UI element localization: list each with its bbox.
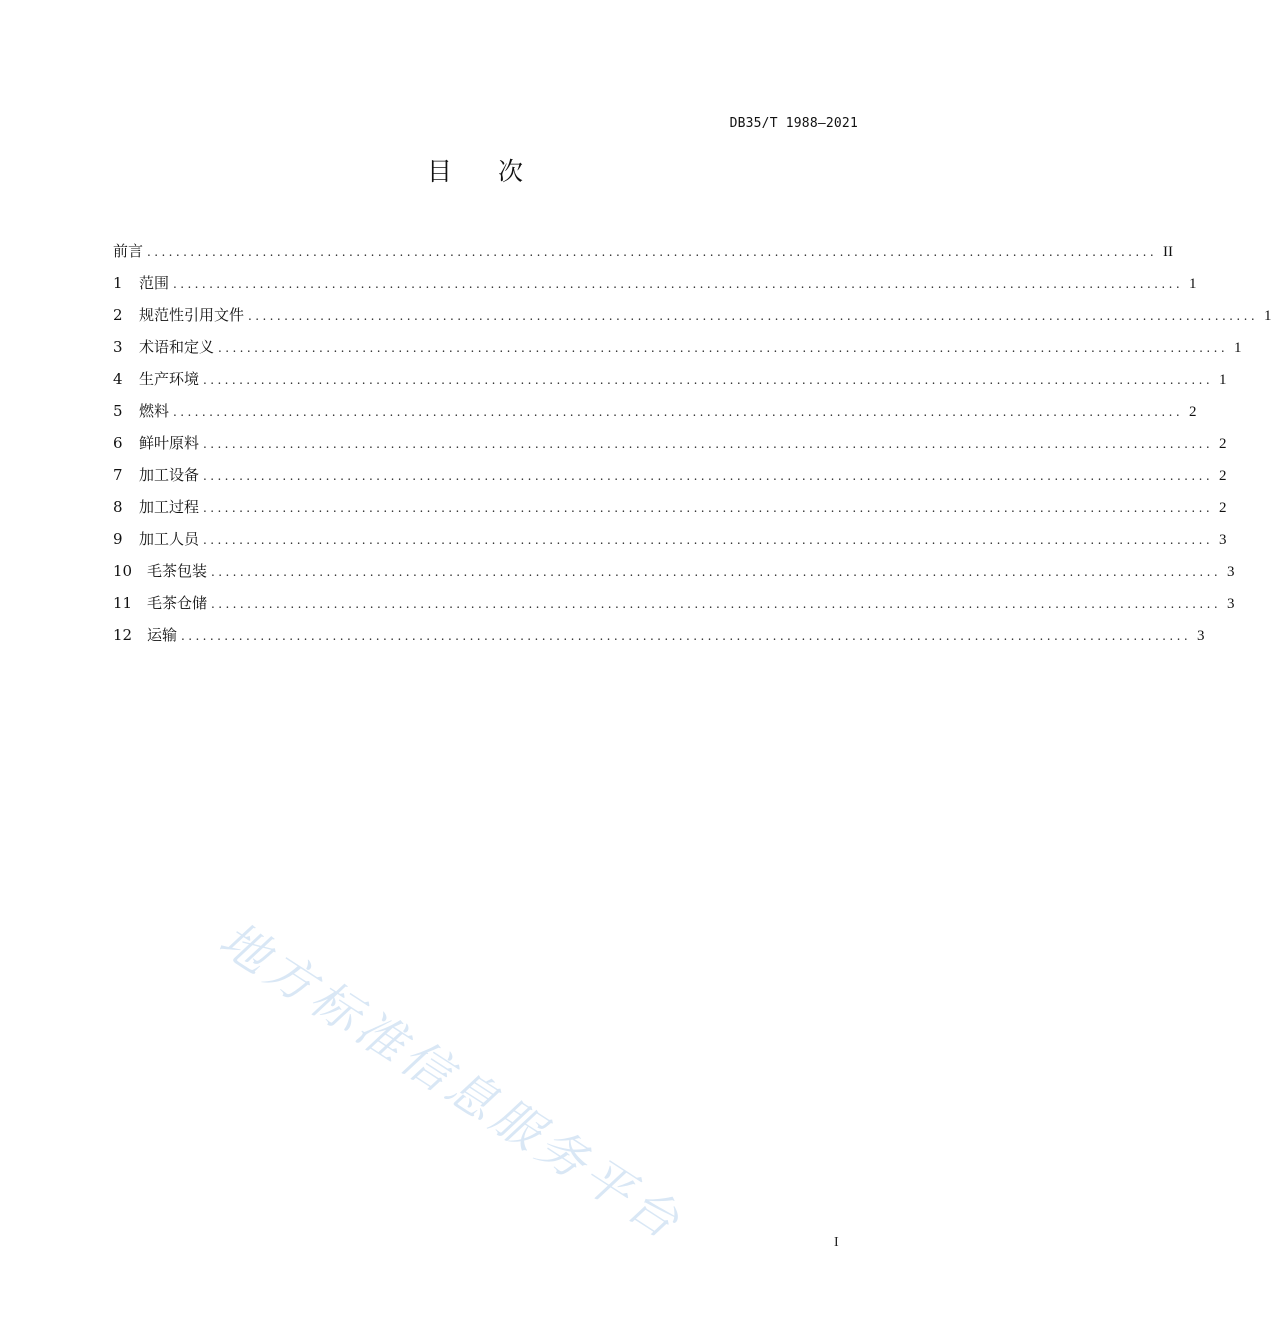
toc-entry-page: 2	[1219, 500, 1227, 516]
toc-entry-page: 3	[1227, 564, 1235, 580]
toc-entry-page: 1	[1219, 372, 1227, 388]
toc-dot-leader: ............................................................................................................................................	[203, 469, 1214, 483]
toc-entry-label: 生产环境	[139, 370, 200, 388]
toc-entry-page: 1	[1234, 340, 1242, 356]
toc-entry-number: 2	[113, 306, 123, 324]
toc-entry[interactable]	[113, 592, 1235, 624]
toc-entry-page: 3	[1219, 532, 1227, 548]
toc-entry[interactable]	[113, 464, 1227, 496]
toc-entry-label: 加工人员	[139, 530, 200, 548]
table-of-contents	[113, 240, 1272, 656]
toc-dot-leader: ............................................................................................................................................	[218, 341, 1229, 355]
toc-dot-leader: ............................................................................................................................................	[203, 533, 1214, 547]
toc-entry[interactable]	[113, 272, 1197, 304]
toc-entry-label: 术语和定义	[139, 338, 215, 356]
toc-entry-number: 6	[113, 434, 123, 452]
toc-entry[interactable]	[113, 560, 1235, 592]
toc-entry-foreword[interactable]	[113, 240, 1174, 272]
toc-entry-label: 运输	[147, 626, 178, 644]
toc-dot-leader: ............................................................................................................................................	[203, 373, 1214, 387]
toc-entry[interactable]	[113, 432, 1227, 464]
toc-entry-label: 加工过程	[139, 498, 200, 516]
toc-entry-number: 1	[113, 274, 123, 292]
toc-dot-leader: ............................................................................................................................................	[181, 629, 1192, 643]
toc-dot-leader: ............................................................................................................................................	[211, 565, 1222, 579]
toc-entry-number: 5	[113, 402, 123, 420]
standard-number: DB35/T 1988—2021	[729, 116, 858, 131]
toc-entry-page: 2	[1189, 404, 1197, 420]
toc-dot-leader: ............................................................................................................................................	[203, 437, 1214, 451]
toc-entry-label: 加工设备	[139, 466, 200, 484]
toc-entry-page: 3	[1197, 628, 1205, 644]
toc-entry[interactable]	[113, 304, 1272, 336]
toc-entry-number: 4	[113, 370, 123, 388]
watermark: 地方标准信息服务平台	[209, 911, 693, 1253]
page-title: 目次	[426, 157, 569, 186]
toc-entry-number: 8	[113, 498, 123, 516]
toc-entry-label: 前言	[113, 242, 144, 260]
toc-entry-label: 规范性引用文件	[139, 306, 245, 324]
toc-entry-number: 9	[113, 530, 123, 548]
toc-entry[interactable]	[113, 528, 1227, 560]
toc-entry-number: 12	[113, 626, 133, 644]
toc-entry-number: 10	[113, 562, 133, 580]
toc-dot-leader: ............................................................................................................................................	[211, 597, 1222, 611]
toc-dot-leader: ............................................................................................................................................	[203, 501, 1214, 515]
toc-dot-leader: ............................................................................................................................................	[147, 245, 1158, 259]
toc-entry-page: 3	[1227, 596, 1235, 612]
toc-entry[interactable]	[113, 400, 1197, 432]
toc-entry-page: 2	[1219, 436, 1227, 452]
toc-entry-number: 7	[113, 466, 123, 484]
toc-entry[interactable]	[113, 336, 1242, 368]
toc-entry-page: 2	[1219, 468, 1227, 484]
toc-entry[interactable]	[113, 496, 1227, 528]
page-number: I	[834, 1235, 839, 1250]
toc-entry-page: 1	[1264, 308, 1272, 324]
toc-entry[interactable]	[113, 624, 1205, 656]
toc-entry-label: 毛茶仓储	[147, 594, 208, 612]
toc-entry-label: 范围	[139, 274, 170, 292]
toc-dot-leader: ............................................................................................................................................	[173, 405, 1184, 419]
toc-entry-label: 毛茶包装	[147, 562, 208, 580]
toc-entry[interactable]	[113, 368, 1227, 400]
toc-entry-label: 鲜叶原料	[139, 434, 200, 452]
toc-entry-number: 3	[113, 338, 123, 356]
toc-entry-page: II	[1163, 244, 1174, 260]
toc-entry-number: 11	[113, 594, 133, 612]
toc-dot-leader: ............................................................................................................................................	[173, 277, 1184, 291]
toc-entry-label: 燃料	[139, 402, 170, 420]
toc-entry-page: 1	[1189, 276, 1197, 292]
toc-dot-leader: ............................................................................................................................................	[248, 309, 1259, 323]
